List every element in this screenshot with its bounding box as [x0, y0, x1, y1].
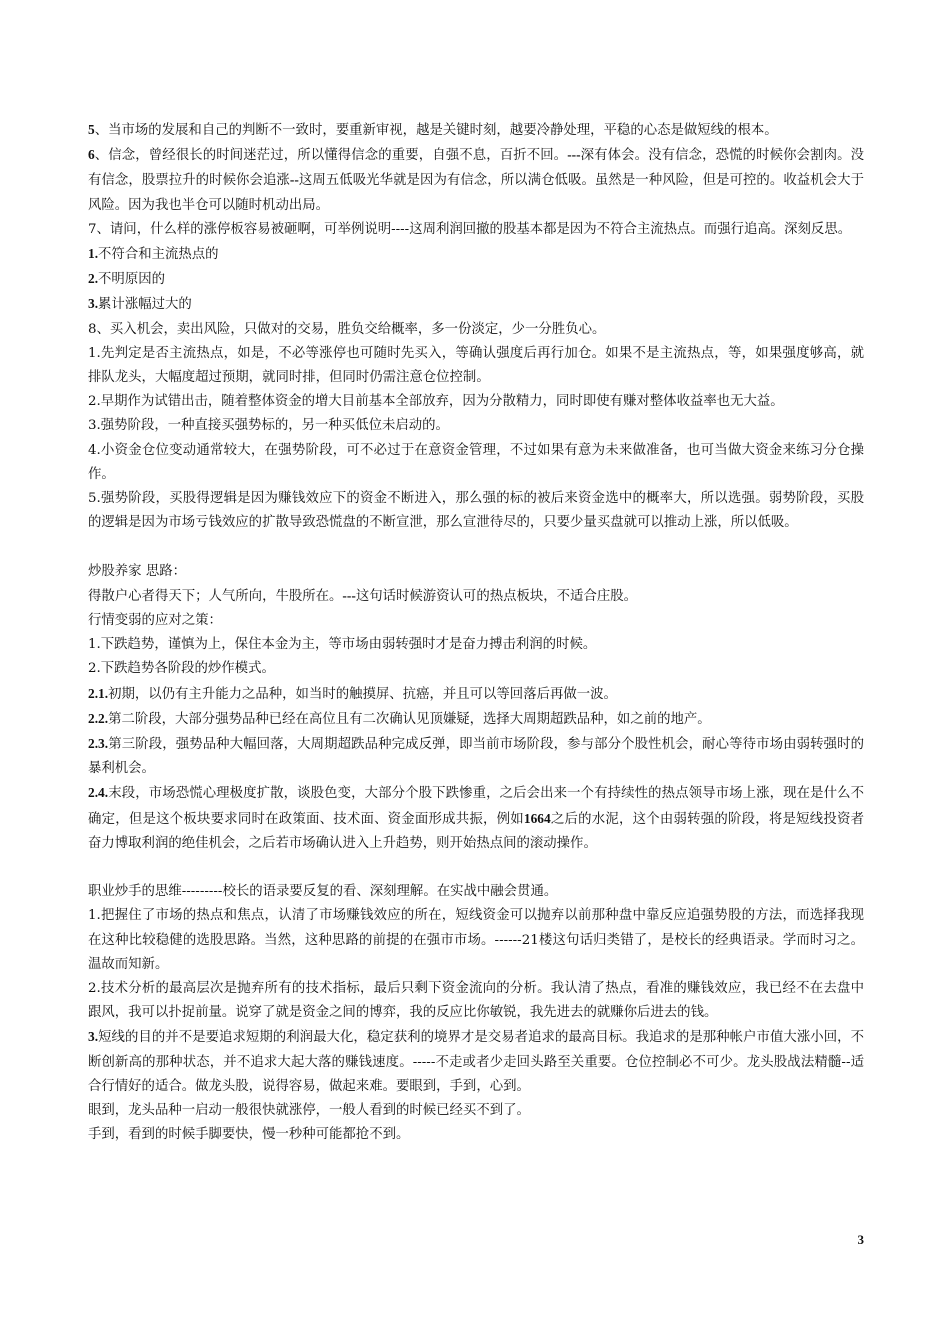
list-item: 2.1.初期，以仍有主升能力之品种，如当时的触摸屏、抗癌，并且可以等回落后再做一波。 [88, 685, 617, 702]
paragraph: 眼到，龙头品种一启动一般很快就涨停，一般人看到的时候已经买不到了。 [88, 1103, 530, 1119]
section-heading: 职业炒手的思维---------校长的语录要反复的看、深刻理解。在实战中融会贯通。 [88, 884, 558, 900]
list-item: 2.3.第三阶段，强势品种大幅回落，大周期超跌品种完成反弹，即当前市场阶段，参与部分个股性机会，耐心等待市场由弱转强时的暴利机会。 [88, 736, 864, 777]
list-item: 2.2.第二阶段，大部分强势品种已经在高位且有二次确认见顶嫌疑，选择大周期超跌品种，如之前的地产。 [88, 710, 711, 727]
paragraph: 手到，看到的时候手脚要快，慢一秒种可能都抢不到。 [88, 1127, 410, 1143]
list-item: 2.4.末段，市场恐慌心理极度扩散，谈股色变，大部分个股下跌惨重，之后会出来一个有持续性的热点领导市场上涨，现在是什么不确定，但是这个板块要求同时在政策面、技术面、资金面形成共振，例如1664之后的水泥，这个由弱转强的阶段，将是短线投资者奋力博取利润的绝佳机会，之后若市场确认进入上升趋势，则开始热点间的滚动操作。 [88, 785, 864, 851]
list-item: 1.把握住了市场的热点和焦点，认清了市场赚钱效应的所在，短线资金可以抛弃以前那种盘中靠反应追强势股的方法，而选择我现在这种比较稳健的选股思路。当然，这种思路的前提的在强市市场。------21楼这句话归类错了，是校长的经典语录。学而时习之。温故而知新。 [88, 908, 864, 972]
list-item: 2.下跌趋势各阶段的炒作模式。 [88, 661, 275, 677]
list-item: 1.不符合和主流热点的 [88, 246, 219, 263]
list-item: 5.强势阶段，买股得逻辑是因为赚钱效应下的资金不断进入，那么强的标的被后来资金选中的概率大，所以选强。弱势阶段，买股的逻辑是因为市场亏钱效应的扩散导致恐慌盘的不断宣泄，那么宣泄待尽的，只要少量买盘就可以推动上涨，所以低吸。 [88, 491, 864, 531]
section-heading: 炒股养家 思路： [88, 563, 186, 579]
list-item: 3.强势阶段，一种直接买强势标的，另一种买低位未启动的。 [88, 418, 449, 434]
paragraph-5: 5、当市场的发展和自己的判断不一致时，要重新审视，越是关键时刻，越要冷静处理，平稳的心态是做短线的根本。 [88, 122, 778, 138]
spacer [88, 856, 864, 880]
list-item: 4.小资金仓位变动通常较大，在强势阶段，可不必过于在意资金管理，不过如果有意为未来做准备，也可当做大资金来练习分仓操作。 [88, 442, 864, 482]
paragraph-7: 7、请问，什么样的涨停板容易被砸啊，可举例说明----这周利润回撤的股基本都是因为不符合主流热点。而强行追高。深刻反思。 [88, 221, 852, 237]
list-item: 3.短线的目的并不是要追求短期的利润最大化，稳定获利的境界才是交易者追求的最高目标。我追求的是那种帐户市值大涨小回，不断创新高的那种状态，并不追求大起大落的赚钱速度。-----不走或者少走回头路至关重要。仓位控制必不可少。龙头股战法精髓--适合行情好的适合。做龙头股，说得容易，做起来难。要眼到，手到，心到。 [88, 1029, 864, 1094]
list-item: 2.不明原因的 [88, 271, 165, 288]
document-body [88, 118, 864, 1148]
list-item: 2.技术分析的最高层次是抛弃所有的技术指标，最后只剩下资金流向的分析。我认清了热点，看准的赚钱效应，我已经不在去盘中跟风，我可以扑捉前量。说穿了就是资金之间的博弈，我的反应比你敏锐，我先进去的就赚你后进去的钱。 [88, 981, 864, 1021]
page-number: 3 [857, 1232, 864, 1247]
paragraph: 行情变弱的应对之策： [88, 613, 222, 629]
list-item: 2.早期作为试错出击，随着整体资金的增大目前基本全部放弃，因为分散精力，同时即使有赚对整体收益率也无大益。 [88, 394, 784, 410]
spacer [88, 535, 864, 559]
paragraph-8: 8、买入机会，卖出风险，只做对的交易，胜负交给概率，多一份淡定，少一分胜负心。 [88, 321, 606, 337]
list-item: 3.累计涨幅过大的 [88, 296, 192, 313]
list-item: 1.先判定是否主流热点，如是，不必等涨停也可随时先买入，等确认强度后再行加仓。如果不是主流热点，等，如果强度够高，就排队龙头，大幅度超过预期，就同时排，但同时仍需注意仓位控制。 [88, 345, 864, 386]
paragraph: 得散户心者得天下；人气所向，牛股所在。---这句话时候游资认可的热点板块，不适合庄股。 [88, 587, 638, 604]
list-item: 1.下跌趋势，谨慎为上，保住本金为主，等市场由弱转强时才是奋力搏击利润的时候。 [88, 637, 597, 653]
paragraph-6: 6、信念，曾经很长的时间迷茫过，所以懂得信念的重要，自强不息，百折不回。---深有体会。没有信念，恐慌的时候你会割肉。没有信念，股票拉升的时候你会追涨--这周五低吸光华就是因为有信念，所以满仓低吸。虽然是一种风险，但是可控的。收益机会大于风险。因为我也半仓可以随时机动出局。 [88, 147, 865, 213]
